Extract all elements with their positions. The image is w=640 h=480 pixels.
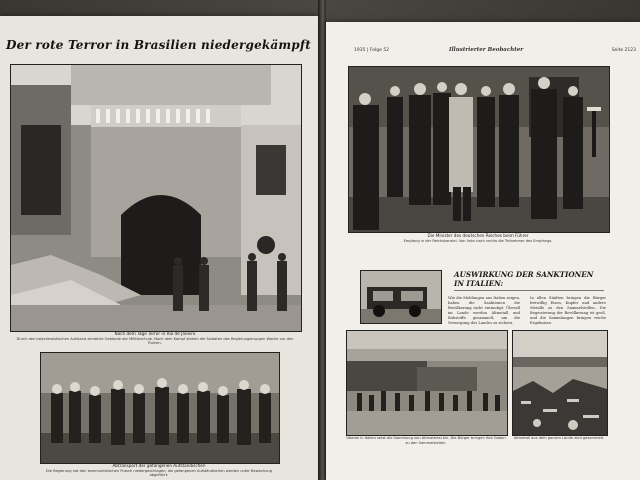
photo-ruined-building [10,64,302,332]
photo2-caption-title: Abtransport der gefangenen Aufständischen [112,463,206,468]
photo-car [360,270,442,324]
bottom-right-caption: Altmetall aus dem ganzen Lande wird gesammelt. [513,436,605,440]
photo1-caption-text: Durch den bolschewistischen Aufstand zerstörte Gebäude der Militärschule. Nach dem Kampf stehen die Soldaten des Regierungstruppen Wache vor den Ruinen. [16,336,294,346]
bottom-left-caption: Überall in Italien setzt die Sammlung von Altmaterial ein. Die Bürger bringen ihre Gaben zu den Sammelstellen. [346,436,506,445]
left-page [0,16,318,480]
photo-collection-crowd [346,330,508,436]
article-column-1: Wie die Meldungen aus Italien zeigen, haben die Sanktionen die Bevölkerung nicht entmutigt. Überall im Lande werden Altmetall und Rohstoffe gesammelt, um die Versorgung des Landes zu sichern. [448,296,520,325]
photo2-caption-text: Die Regierung hat den kommunistischen Putsch niedergeschlagen; die gefangenen Aufständischen werden unter Bewachung abgeführt. [46,468,272,478]
page-header [354,48,636,56]
photo2-caption [40,464,278,478]
page-fold [318,0,326,480]
article-column-2: In allen Städten bringen die Bürger freiwillig Eisen, Kupfer und andere Metalle zu den Sammelstellen. Die Begeisterung der Bevölkerung ist groß, und die Sammlungen bringen reiche Ergebnisse. [530,296,606,325]
photo1-caption [14,332,296,346]
page-number: Seite 2123 [611,48,636,53]
headline-rule [454,290,604,291]
top-photo-caption-text: Empfang in der Reichskanzlei. Von links nach rechts die Teilnehmer des Empfangs. [403,238,553,243]
page-headline: Der rote Terror in Brasilien niedergekämpft [6,38,312,52]
issue-number: 1935 | Folge 52 [354,48,390,53]
top-photo-caption [350,234,606,243]
section-headline: AUSWIRKUNG DER SANKTIONEN IN ITALIEN: [454,270,594,288]
photo-officials-reception [348,66,610,233]
top-photo-caption-title: Die Minister des deutschen Reiches beim Führer [427,233,529,238]
magazine-title: Illustrierter Beobachter [449,47,524,53]
photo1-caption-title: Nach dem Tage Terror in Rio de Janeiro [114,331,196,336]
photo-scrap-metal [512,330,608,436]
photo-marching-soldiers [40,352,280,464]
